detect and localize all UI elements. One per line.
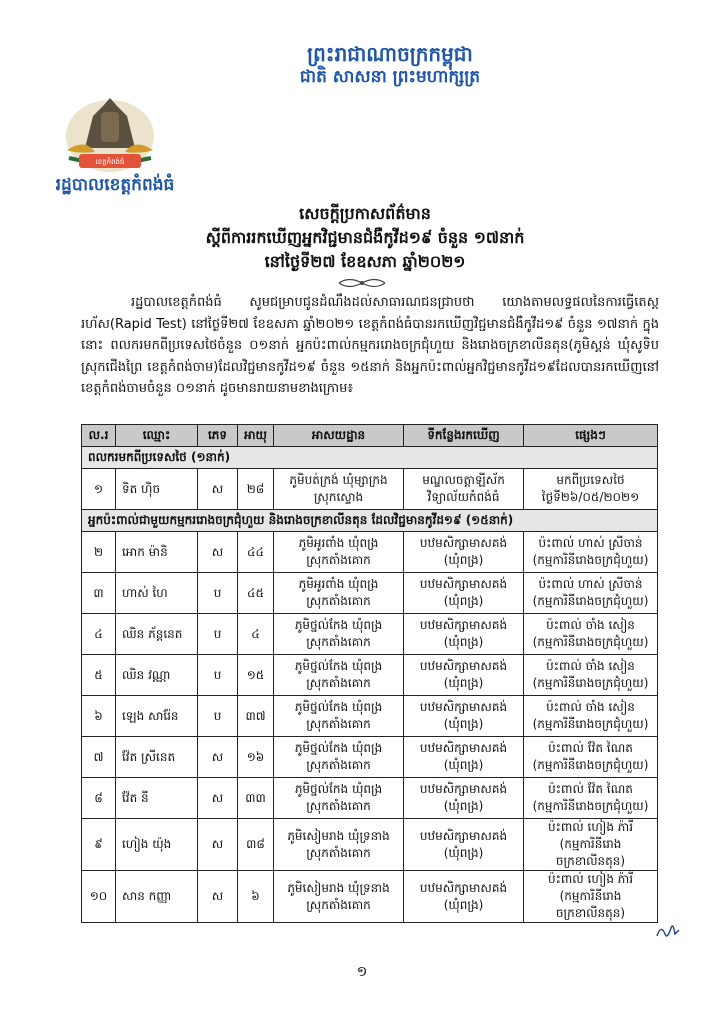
note-line-2: ថ្ងៃទី២៦/០៥/២០២១ bbox=[541, 490, 640, 504]
note-line-1: ប៉ះពាល់ ហៀង ភ៉ារី bbox=[547, 872, 634, 886]
cell-no: ៤ bbox=[82, 614, 116, 655]
cell-age: ៣៨ bbox=[238, 819, 274, 871]
title-line-2: ស្តីពីការរកឃើញអ្នកវិជ្ជមានជំងឺកូវីដ១៩ ចំនួន ១៧នាក់ bbox=[205, 228, 525, 247]
address-line-1: ភូមិថ្នល់កែង ឃុំពង្រ bbox=[294, 618, 383, 632]
table-row bbox=[82, 778, 658, 819]
cell-name: ឈិន ភ័ន្តនេត bbox=[116, 614, 198, 655]
place-line-2: (ឃុំពង្រ) bbox=[443, 553, 484, 567]
address-line-2: ស្រុកតាំងគោក bbox=[306, 799, 371, 813]
place-line-2: (ឃុំពង្រ) bbox=[443, 799, 484, 813]
col-header-name: ឈ្មោះ bbox=[116, 425, 198, 447]
cell-place bbox=[404, 696, 524, 737]
note-line-2: (កម្មការិនីរោងចក្រជុំហួយ) bbox=[532, 553, 649, 567]
note-line-1: ប៉ះពាល់ ចាំង សៀន bbox=[546, 618, 635, 632]
provincial-emblem-logo bbox=[55, 88, 165, 176]
note-line-1: ប៉ះពាល់ វ៉ែត ណៃត bbox=[548, 782, 633, 796]
note-line-1: ប៉ះពាល់ ចាំង សៀន bbox=[546, 700, 635, 714]
place-line-1: បឋមសិក្សាមាសគង់ bbox=[419, 659, 508, 673]
cell-age: ៤៥ bbox=[238, 573, 274, 614]
note-line-2: (កម្មការិនីរោងចក្រជុំហួយ) bbox=[532, 676, 649, 690]
note-line-1: ប៉ះពាល់ ចាំង សៀន bbox=[546, 659, 635, 673]
title-line-1: សេចក្តីប្រកាសព័ត៌មាន bbox=[299, 204, 431, 223]
col-header-address: អាសយដ្ឋាន bbox=[274, 425, 404, 447]
announcement-body: រដ្ឋបាលខេត្តកំពង់ធំ សូមជម្រាបជូនដំណឹងដល់សាធារណជនជ្រាបថា យោងតាមលទ្ធផលនៃការធ្វើតេស្តរហ័ស(Rapid Test) នៅថ្ងៃទី២៧ ខែឧសភា ឆ្នាំ២០២១ ខេត្តកំពង់ធំបានរកឃើញវិជ្ជមានជំងឺកូវីដ១៩ ចំនួន ១៧នាក់ ក្នុងនោះ ពលករមកពីប្រទេសថៃចំនួន ០១នាក់ អ្នកប៉ះពាល់កម្មកររោងចក្រជុំហួយ និងរោងចក្រខាលីនតុន(ភូមិស្គន់ ឃុំសូទិប ស្រុកជើងព្រៃ ខេត្តកំពង់ចាម)ដែលវិជ្ជមានកូវីដ១៩ ចំនួន ១៥នាក់ និងអ្នកប៉ះពាល់អ្នកវិជ្ជមានកូវីដ១៩ដែលបានរកឃើញនៅខេត្តកំពង់ចាមចំនួន ០១នាក់ ដូចមានរាយនាមខាងក្រោម៖ bbox=[81, 295, 659, 396]
cell-sex: ប bbox=[198, 655, 238, 696]
cell-sex: ប bbox=[198, 614, 238, 655]
cell-no: ៥ bbox=[82, 655, 116, 696]
cell-address bbox=[274, 573, 404, 614]
note-line-2: (កម្មការិនីរោងចក្រជុំហួយ) bbox=[532, 594, 649, 608]
cell-sex: ប bbox=[198, 573, 238, 614]
cell-no: ១ bbox=[82, 469, 116, 510]
place-line-1: បឋមសិក្សាមាសគង់ bbox=[419, 700, 508, 714]
place-line-1: បឋមសិក្សាមាសគង់ bbox=[419, 618, 508, 632]
col-header-sex: ភេទ bbox=[198, 425, 238, 447]
cell-place bbox=[404, 819, 524, 871]
cell-age: ៤ bbox=[238, 614, 274, 655]
note-line-1: មកពីប្រទេសថៃ bbox=[556, 473, 625, 487]
address-line-2: ស្រុកតាំងគោក bbox=[306, 897, 371, 912]
emblem-caption: ខេត្តកំពង់ធំ bbox=[95, 158, 125, 166]
cell-note bbox=[524, 737, 658, 778]
cell-place bbox=[404, 871, 524, 923]
address-line-2: ស្រុកតាំងគោក bbox=[306, 594, 371, 608]
cell-name: ឈិន វណ្ណា bbox=[116, 655, 198, 696]
address-line-2: ស្រុកតាំងគោក bbox=[306, 845, 371, 860]
kingdom-heading bbox=[240, 42, 540, 88]
cell-name: អោក ម៉ានិ bbox=[116, 532, 198, 573]
cell-no: ៩ bbox=[82, 819, 116, 871]
group-label: អ្នកប៉ះពាល់ជាមួយកម្មកររោងចក្រជុំហួយ និងរោងចក្រខាលីនតុន ដែលវិជ្ជមានកូវីដ១៩ (១៥នាក់) bbox=[82, 510, 658, 532]
place-line-1: បឋមសិក្សាមាសគង់ bbox=[419, 880, 508, 895]
note-line-1: ប៉ះពាល់ ហៀង ភ៉ារី bbox=[547, 820, 634, 834]
cell-place bbox=[404, 614, 524, 655]
address-line-1: ភូមិថ្នល់កែង ឃុំពង្រ bbox=[294, 659, 383, 673]
address-line-1: ភូមិថ្នល់កែង ឃុំពង្រ bbox=[294, 782, 383, 796]
address-line-1: ភូមិអូរពាំង ឃុំពង្រ bbox=[298, 577, 379, 591]
address-line-1: ភូមិថ្នល់កែង ឃុំពង្រ bbox=[294, 741, 383, 755]
cell-note bbox=[524, 778, 658, 819]
cell-place bbox=[404, 737, 524, 778]
place-line-1: បឋមសិក្សាមាសគង់ bbox=[419, 828, 508, 843]
cell-name: វ៉ែត ស្រីនេត bbox=[116, 737, 198, 778]
cell-age: ២៨ bbox=[238, 469, 274, 510]
place-line-2: (ឃុំពង្រ) bbox=[443, 717, 484, 731]
table-row bbox=[82, 871, 658, 923]
cell-note bbox=[524, 469, 658, 510]
note-line-2: (កម្មការិនីរោងចក្រជុំហួយ) bbox=[532, 635, 649, 649]
cell-name: ហៀង យ៉ុង bbox=[116, 819, 198, 871]
address-line-2: ស្រុកតាំងគោក bbox=[306, 717, 371, 731]
cell-sex: ស bbox=[198, 871, 238, 923]
group-label: ពលករមកពីប្រទេសថៃ (១នាក់) bbox=[82, 447, 658, 469]
col-header-place: ទីកន្លែងរកឃើញ bbox=[404, 425, 524, 447]
table-row bbox=[82, 614, 658, 655]
cell-address bbox=[274, 871, 404, 923]
cell-place bbox=[404, 532, 524, 573]
cell-age: ៦ bbox=[238, 871, 274, 923]
cell-place bbox=[404, 655, 524, 696]
note-line-1: ប៉ះពាល់ វ៉ែត ណៃត bbox=[548, 741, 633, 755]
place-line-1: បឋមសិក្សាមាសគង់ bbox=[419, 782, 508, 796]
note-line-2: (កម្មការិនីរោងចក្រជុំហួយ) bbox=[532, 799, 649, 813]
place-line-2: (ឃុំពង្រ) bbox=[443, 897, 484, 912]
cell-name: ហាស់ ហៃ bbox=[116, 573, 198, 614]
cell-name: សាន កញ្ញា bbox=[116, 871, 198, 923]
address-line-1: ភូមិថ្នល់កែង ឃុំពង្រ bbox=[294, 700, 383, 714]
cell-age: ៤៤ bbox=[238, 532, 274, 573]
announcement-title bbox=[150, 202, 580, 274]
table-header-row bbox=[82, 425, 658, 447]
cell-no: ៨ bbox=[82, 778, 116, 819]
place-line-1: បឋមសិក្សាមាសគង់ bbox=[419, 741, 508, 755]
table-row bbox=[82, 655, 658, 696]
cell-note bbox=[524, 871, 658, 923]
cell-age: ១៦ bbox=[238, 737, 274, 778]
cell-sex: ស bbox=[198, 532, 238, 573]
cell-name: វ៉ែត នី bbox=[116, 778, 198, 819]
address-line-1: ភូមិសៀមរាង ឃុំទ្រនាង bbox=[287, 828, 390, 843]
note-line-2: (កម្មការិនីរោងចក្រជុំហួយ) bbox=[532, 717, 649, 731]
cell-address bbox=[274, 696, 404, 737]
place-line-2: (ឃុំពង្រ) bbox=[443, 676, 484, 690]
table-row bbox=[82, 737, 658, 778]
cell-no: ២ bbox=[82, 532, 116, 573]
ornament-divider-icon bbox=[337, 276, 387, 290]
cell-sex: ប bbox=[198, 696, 238, 737]
place-line-2: (ឃុំពង្រ) bbox=[443, 594, 484, 608]
note-line-2: (កម្មការិនីរោងចក្រខាលីនតុន) bbox=[555, 837, 626, 868]
kingdom-name: ព្រះរាជាណាចក្រកម្ពុជា bbox=[307, 42, 473, 66]
page-number: ១ bbox=[356, 964, 368, 980]
cell-place bbox=[404, 573, 524, 614]
table-row bbox=[82, 469, 658, 510]
group-row bbox=[82, 447, 658, 469]
address-line-1: ភូមិសៀមរាង ឃុំទ្រនាង bbox=[287, 880, 390, 895]
cell-note bbox=[524, 819, 658, 871]
cell-name: ឡេង សារ៉ែន bbox=[116, 696, 198, 737]
cell-address bbox=[274, 819, 404, 871]
address-line-2: ស្រុកតាំងគោក bbox=[306, 553, 371, 567]
note-line-1: ប៉ះពាល់ ហាស់ ស្រីចាន់ bbox=[538, 536, 643, 550]
note-line-2: (កម្មការិនីរោងចក្រខាលីនតុន) bbox=[555, 889, 626, 920]
cell-no: ៦ bbox=[82, 696, 116, 737]
address-line-2: ស្រុកតាំងគោក bbox=[306, 635, 371, 649]
table-row bbox=[82, 532, 658, 573]
cell-note bbox=[524, 655, 658, 696]
cell-sex: ស bbox=[198, 778, 238, 819]
cell-no: ៧ bbox=[82, 737, 116, 778]
note-line-1: ប៉ះពាល់ ហាស់ ស្រីចាន់ bbox=[538, 577, 643, 591]
place-line-2: (ឃុំពង្រ) bbox=[443, 635, 484, 649]
place-line-1: បឋមសិក្សាមាសគង់ bbox=[419, 577, 508, 591]
cases-table bbox=[81, 424, 658, 923]
administration-name: រដ្ឋបាលខេត្តកំពង់ធំ bbox=[55, 175, 175, 195]
title-line-3: នៅថ្ងៃទី២៧ ខែឧសភា ឆ្នាំ២០២១ bbox=[264, 252, 466, 271]
cell-address bbox=[274, 655, 404, 696]
cell-age: ៣៣ bbox=[238, 778, 274, 819]
table-row bbox=[82, 819, 658, 871]
cell-name: ទិត ហ៊ិច bbox=[116, 469, 198, 510]
cell-address bbox=[274, 469, 404, 510]
cell-note bbox=[524, 532, 658, 573]
cell-age: ១៥ bbox=[238, 655, 274, 696]
cell-address bbox=[274, 614, 404, 655]
place-line-1: បឋមសិក្សាមាសគង់ bbox=[419, 536, 508, 550]
address-line-2: ស្រុកតាំងគោក bbox=[306, 676, 371, 690]
cell-sex: ស bbox=[198, 819, 238, 871]
table-row bbox=[82, 573, 658, 614]
address-line-1: ភូមិអូរពាំង ឃុំពង្រ bbox=[298, 536, 379, 550]
cell-no: ៣ bbox=[82, 573, 116, 614]
cell-note bbox=[524, 614, 658, 655]
table-row bbox=[82, 696, 658, 737]
cell-age: ៣៧ bbox=[238, 696, 274, 737]
col-header-no: ល.រ bbox=[82, 425, 116, 447]
place-line-1: មណ្ឌលចត្តាឡីស័ក bbox=[422, 473, 505, 487]
col-header-age: អាយុ bbox=[238, 425, 274, 447]
cell-address bbox=[274, 532, 404, 573]
cell-note bbox=[524, 573, 658, 614]
place-line-2: (ឃុំពង្រ) bbox=[443, 845, 484, 860]
address-line-1: ភូមិបត់ក្រង់ ឃុំម្សាក្រង bbox=[289, 473, 388, 487]
cell-note bbox=[524, 696, 658, 737]
address-line-2: ស្រុកតាំងគោក bbox=[306, 758, 371, 772]
address-line-2: ស្រុកស្ទោង bbox=[313, 490, 364, 504]
cell-place bbox=[404, 469, 524, 510]
cell-place bbox=[404, 778, 524, 819]
note-line-2: (កម្មការិនីរោងចក្រជុំហួយ) bbox=[532, 758, 649, 772]
place-line-2: (ឃុំពង្រ) bbox=[443, 758, 484, 772]
cell-no: ១០ bbox=[82, 871, 116, 923]
cell-sex: ស bbox=[198, 737, 238, 778]
cell-sex: ស bbox=[198, 469, 238, 510]
national-motto: ជាតិ សាសនា ព្រះមហាក្សត្រ bbox=[299, 67, 481, 87]
cell-address bbox=[274, 737, 404, 778]
place-line-2: វិទ្យាល័យកំពង់ធំ bbox=[427, 490, 500, 504]
initials-signature-icon bbox=[655, 920, 681, 942]
cell-address bbox=[274, 778, 404, 819]
col-header-note: ផ្សេងៗ bbox=[524, 425, 658, 447]
group-row bbox=[82, 510, 658, 532]
